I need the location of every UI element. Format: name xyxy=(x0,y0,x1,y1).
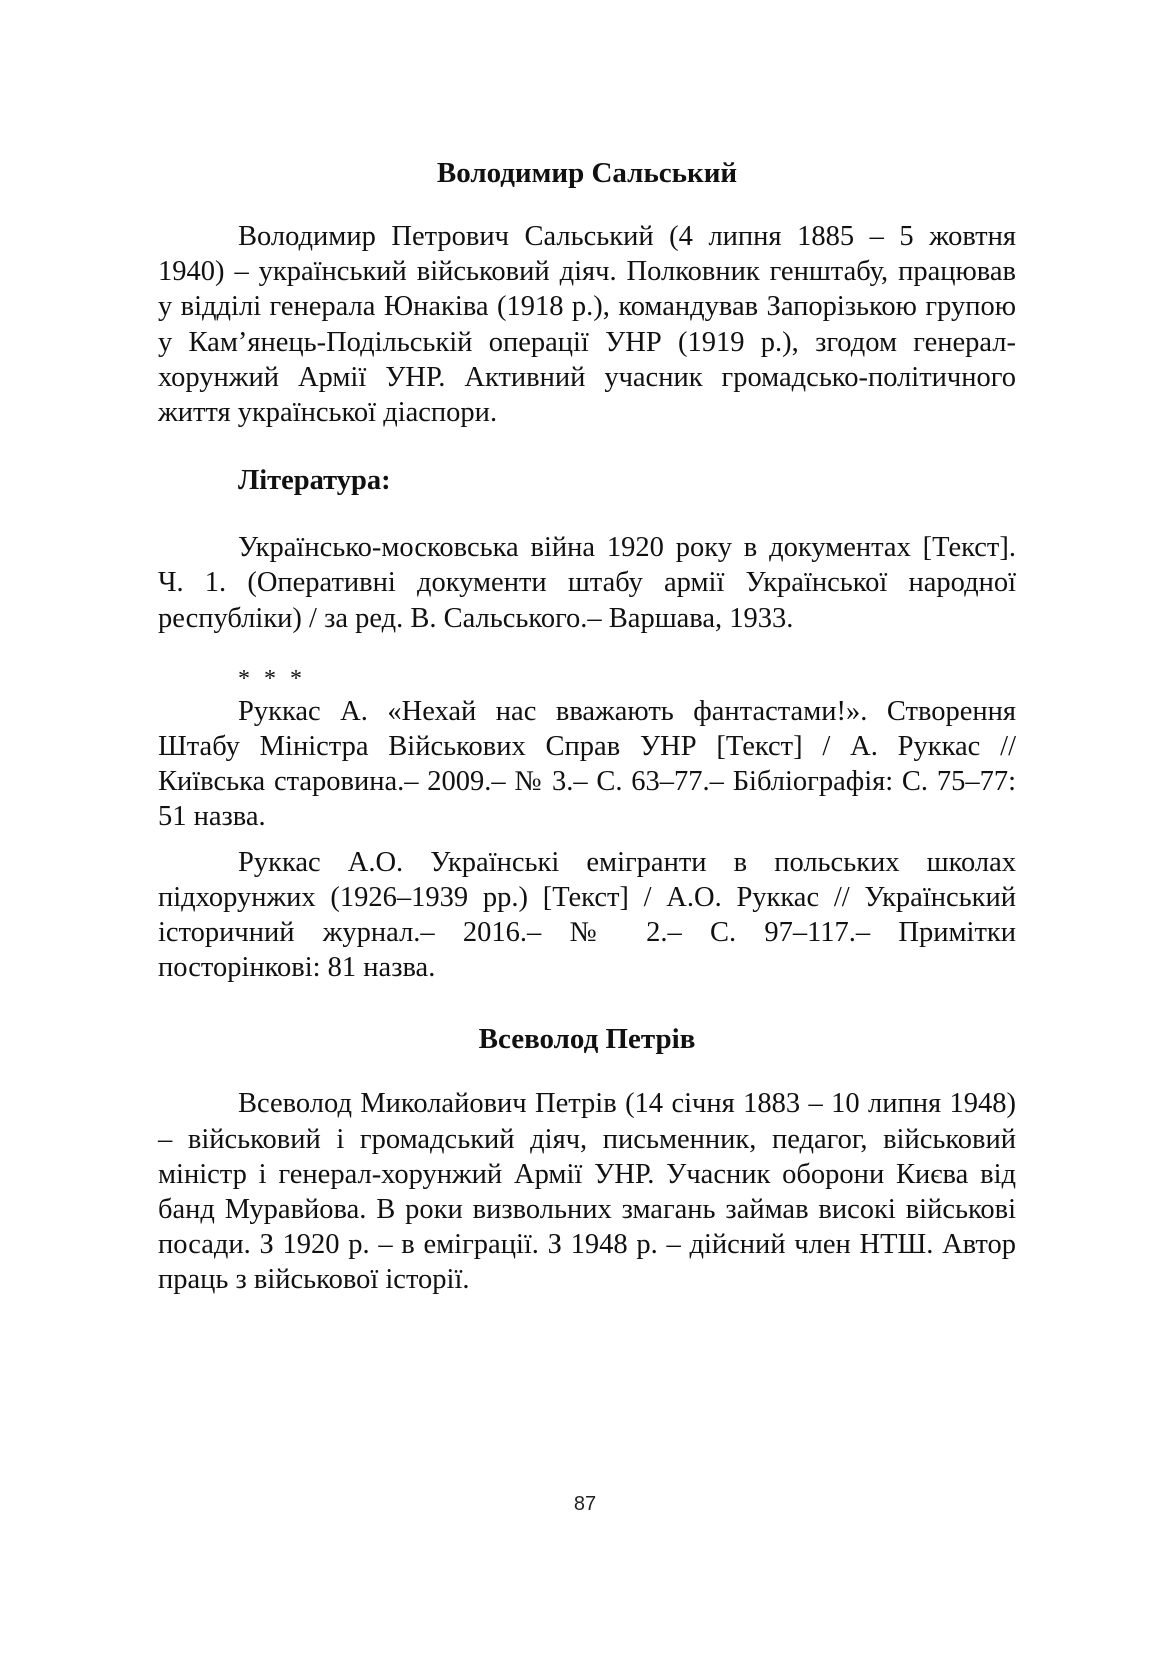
literature-heading: Література: xyxy=(238,465,391,497)
literature-item-3: Руккас А.О. Українські емігранти в польських школах підхорунжих (1926–1939 рр.) [Текст] / А.О. Руккас // Український історичний журнал.– 2016.– № 2.– С. 97–117.– Примітки посторінкові: 81 назва. xyxy=(158,846,1016,984)
literature-item-1: Українсько-московська війна 1920 року в документах [Текст]. Ч. 1. (Оперативні документи штабу армії Української народної республіки) / за ред. В. Сальського.– Варшава, 1933. xyxy=(158,532,1016,634)
biography-salskyi: Володимир Петрович Сальський (4 липня 1885 – 5 жовтня 1940) – український військовий діяч. Полковник генштабу, працював у відділі генерала Юнаківа (1918 р.), командував Запорізькою групою у Кам’янець-Подільській операції УНР (1919 р.), згодом генерал-хорунжий Армії УНР. Активний учасник громадсько-політичного життя української діаспори. xyxy=(158,221,1016,429)
document-page xyxy=(158,155,1016,1298)
separator-stars: * * * xyxy=(238,665,306,692)
page-number: 87 xyxy=(573,1493,597,1515)
section-title-salskyi: Володимир Сальський xyxy=(436,157,738,189)
literature-item-2: Руккас А. «Нехай нас вважають фантастами!». Створення Штабу Міністра Військових Справ УНР [Текст] / А. Руккас // Київська старовина.– 2009.– № 3.– С. 63–77.– Бібліографія: С. 75–77: 51 назва. xyxy=(158,695,1016,833)
biography-petriv: Всеволод Миколайович Петрів (14 січня 1883 – 10 липня 1948) – військовий і громадський діяч, письменник, педагог, військовий міністр і генерал-хорунжий Армії УНР. Учасник оборони Києва від банд Муравйова. В роки визвольних змагань займав високі військові посади. З 1920 р. – в еміграції. З 1948 р. – дійсний член НТШ. Автор праць з військової історії. xyxy=(158,1088,1016,1296)
section-title-petriv: Всеволод Петрів xyxy=(478,1023,696,1056)
